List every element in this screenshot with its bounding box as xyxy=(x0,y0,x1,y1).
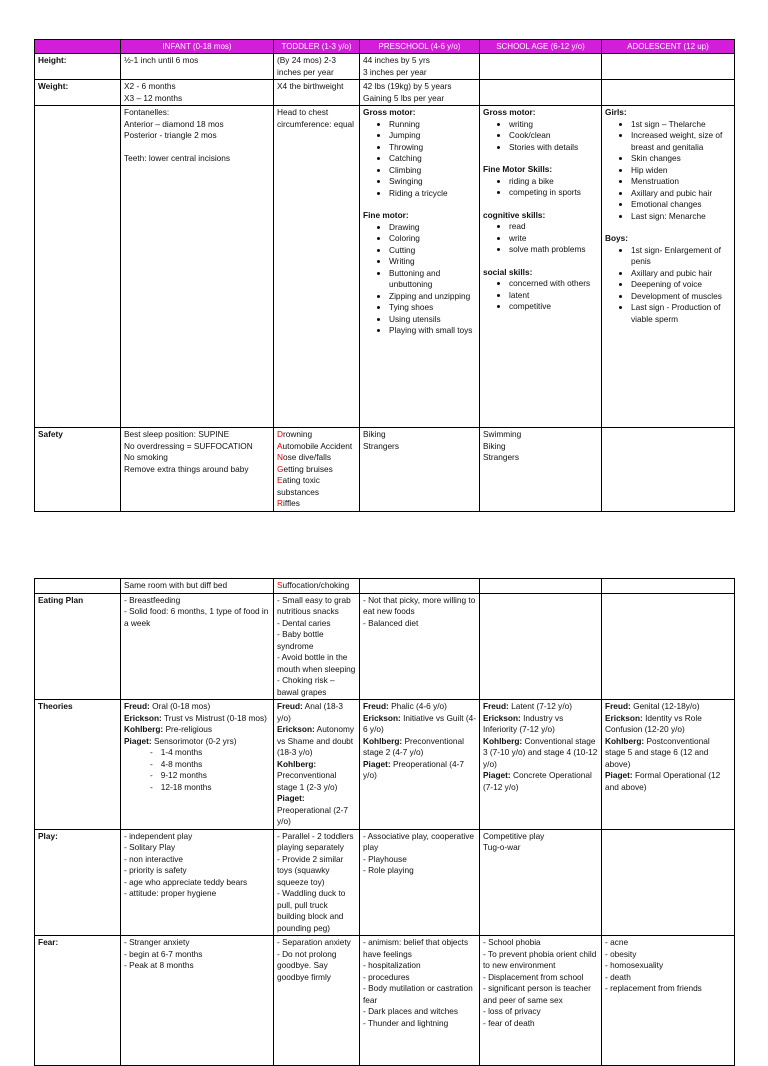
subheading-social: social skills: xyxy=(483,266,533,277)
theories-row xyxy=(35,700,735,830)
fear-row xyxy=(35,936,735,1066)
cell-line: - Role playing xyxy=(363,865,414,875)
cell-line: - Playhouse xyxy=(363,853,407,864)
play-preschool xyxy=(360,829,480,936)
theory-label: Kohlberg: xyxy=(124,724,164,734)
height-preschool xyxy=(360,54,480,80)
theory-label: Piaget: xyxy=(605,770,633,780)
theory-piaget xyxy=(124,736,270,748)
list-item: • Buttoning and unbuttoning xyxy=(389,268,476,291)
list-item: • Skin changes xyxy=(631,153,731,165)
cell-line: - Dental caries xyxy=(277,617,331,628)
subheading-fine-motor: Fine Motor Skills: xyxy=(483,164,553,174)
mnemonic-line xyxy=(277,464,356,476)
list-item: • Drawing xyxy=(389,222,476,234)
development-adolescent xyxy=(602,106,735,428)
cell-line: - hospitalization xyxy=(363,960,421,970)
theory-value: Pre-religious xyxy=(163,724,213,734)
list-item: • concerned with others xyxy=(509,278,598,290)
theory-value: Anal (18-3 y/o) xyxy=(277,701,343,723)
theory-label: Erickson: xyxy=(605,712,643,723)
weight-adolescent xyxy=(602,80,735,106)
play-infant xyxy=(121,829,274,936)
list-item: • Emotional changes xyxy=(631,199,731,211)
growth-development-table-top xyxy=(34,39,735,512)
cell-line: - Solid food: 6 months, 1 type of food in a week xyxy=(124,606,269,628)
mnemonic-letter: A xyxy=(277,440,283,451)
cell-line: - attitude: proper hygiene xyxy=(124,888,217,898)
cell-line: 44 inches by 5 yrs xyxy=(363,55,430,65)
cell-line: Teeth: lower central incisions xyxy=(124,152,231,163)
growth-development-table-bottom xyxy=(34,578,735,1066)
height-row xyxy=(35,54,735,80)
theory-kohlberg xyxy=(277,759,356,794)
theory-value: Preoperational (4-7 y/o) xyxy=(363,758,465,780)
theory-value: Oral (0-18 mos) xyxy=(149,701,211,711)
mnemonic-letter: R xyxy=(277,498,283,508)
weight-preschool xyxy=(360,80,480,106)
height-toddler: (By 24 mos) 2-3 inches per year xyxy=(274,54,360,80)
fear-infant xyxy=(121,936,274,1066)
cell-line: Strangers xyxy=(363,440,399,451)
theory-value: Latent (7-12 y/o) xyxy=(508,701,572,711)
theory-piaget xyxy=(483,770,598,793)
theory-kohlberg xyxy=(605,736,731,771)
cell-line: - Choking risk – bawal grapes xyxy=(277,675,335,697)
eating-infant xyxy=(121,593,274,700)
cell-line: - priority is safety xyxy=(124,865,187,875)
theory-label: Kohlberg: xyxy=(277,758,317,769)
cell-line: - To prevent phobia orient child to new environment xyxy=(483,948,597,970)
mnemonic-line xyxy=(277,429,356,441)
theory-erickson xyxy=(124,713,270,725)
list-item: • Tying shoes xyxy=(389,302,476,314)
theory-label: Freud: xyxy=(277,701,303,711)
theory-freud xyxy=(363,701,476,713)
cell-line: - Peak at 8 months xyxy=(124,960,194,970)
list-item: • 1st sign- Enlargement of penis xyxy=(631,245,731,268)
mnemonic-line xyxy=(277,498,356,510)
development-infant xyxy=(121,106,274,428)
cell-line: - Do not prolong goodbye. Say goodbye firmly xyxy=(277,948,337,982)
development-toddler: Head to chest circumference: equal xyxy=(274,106,360,428)
list-item: • Using utensils xyxy=(389,314,476,326)
theory-freud xyxy=(277,701,356,724)
height-school-age xyxy=(480,54,602,80)
theory-value: Initiative vs Guilt (4-6 y/o) xyxy=(363,712,476,734)
fear-preschool xyxy=(360,936,480,1066)
boys-list xyxy=(605,245,731,326)
cell-line: - obesity xyxy=(605,948,637,959)
mnemonic-text: uffocation/choking xyxy=(282,580,350,590)
eating-preschool xyxy=(360,593,480,700)
cell-line: - replacement from friends xyxy=(605,983,702,993)
theory-kohlberg xyxy=(483,736,598,771)
list-item: • Deepening of voice xyxy=(631,279,731,291)
fear-school-age xyxy=(480,936,602,1066)
theories-preschool xyxy=(360,700,480,830)
theory-value: Conventional stage 3 (7-10 y/o) and stage 4 (10-12 y/o) xyxy=(483,735,598,769)
play-adolescent xyxy=(602,829,735,936)
cognitive-list xyxy=(483,221,598,256)
mnemonic-text: rowning xyxy=(283,429,313,439)
cell-line: - Thunder and lightning xyxy=(363,1017,449,1028)
cell-line: - homosexuality xyxy=(605,960,664,970)
header-blank xyxy=(35,40,121,54)
height-infant: ½-1 inch until 6 mos xyxy=(121,54,274,80)
header-adolescent: ADOLESCENT (12 up) xyxy=(602,40,735,54)
mnemonic-letter: N xyxy=(277,452,283,462)
theory-value: Preconventional stage 1 (2-3 y/o) xyxy=(277,770,338,792)
cell-line: - significant person is teacher and peer of same sex xyxy=(483,983,591,1005)
cell-line: - Balanced diet xyxy=(363,617,419,628)
cell-line: - Solitary Play xyxy=(124,842,176,852)
list-item: • Throwing xyxy=(389,142,476,154)
list-item: • write xyxy=(509,233,598,245)
cell-line: Competitive play xyxy=(483,830,545,841)
row-label-play: Play: xyxy=(35,829,121,936)
cell-line: - Breastfeeding xyxy=(124,594,181,605)
mnemonic-text: ating toxic substances xyxy=(277,475,320,497)
list-item: • writing xyxy=(509,119,598,131)
cell-line: - School phobia xyxy=(483,937,541,947)
gross-motor-list xyxy=(483,119,598,154)
mnemonic-line xyxy=(277,452,356,464)
cell-line: Strangers xyxy=(483,452,519,462)
theory-value: Formal Operational (12 and above) xyxy=(605,770,721,792)
list-item: • Catching xyxy=(389,153,476,165)
list-item: • Climbing xyxy=(389,165,476,177)
girls-list xyxy=(605,119,731,223)
cell-line: - procedures xyxy=(363,971,410,982)
header-row xyxy=(35,40,735,54)
list-item: • Zipping and unzipping xyxy=(389,291,476,303)
theory-value: Postconventional stage 5 and stage 6 (12 and above) xyxy=(605,735,710,769)
header-preschool: PRESCHOOL (4-6 y/o) xyxy=(360,40,480,54)
theory-piaget xyxy=(363,759,476,782)
safety-continued-row xyxy=(35,579,735,594)
list-item: • competing in sports xyxy=(509,187,598,199)
subheading-boys: Boys: xyxy=(605,233,629,243)
list-item: • Cook/clean xyxy=(509,130,598,142)
cell-line: 3 inches per year xyxy=(363,66,427,77)
theory-label: Erickson: xyxy=(124,712,162,723)
theory-value: Sensorimotor (0-2 yrs) xyxy=(151,735,237,746)
theory-label: Freud: xyxy=(605,701,631,711)
theory-label: Erickson: xyxy=(277,724,315,734)
fear-adolescent xyxy=(602,936,735,1066)
list-item: • Menstruation xyxy=(631,176,731,188)
cell-line: - animism: belief that objects have feelings xyxy=(363,937,469,959)
cell-line: Posterior - triangle 2 mos xyxy=(124,130,217,140)
theory-value: Preoperational (2-7 y/o) xyxy=(277,804,349,826)
cell-line: - Associative play, cooperative play xyxy=(363,830,474,852)
row-label-height: Height: xyxy=(35,54,121,80)
row-label-theories: Theories xyxy=(35,700,121,830)
safety-row xyxy=(35,428,735,512)
mnemonic-text: etting bruises xyxy=(283,463,333,474)
theory-label: Kohlberg: xyxy=(605,735,645,746)
list-item: • Playing with small toys xyxy=(389,325,476,337)
theory-kohlberg xyxy=(124,724,270,736)
list-item: • competitive xyxy=(509,301,598,313)
theory-value: Concrete Operational (7-12 y/o) xyxy=(483,770,592,792)
cell-line: - Provide 2 similar toys (squawky squeeze toy) xyxy=(277,853,344,887)
cell-line: Swimming xyxy=(483,429,522,439)
theory-label: Erickson: xyxy=(483,712,521,723)
list-item: • Hip widen xyxy=(631,165,731,177)
cell-line: Remove extra things around baby xyxy=(124,463,249,474)
cell-line: - Avoid bottle in the mouth when sleeping xyxy=(277,652,356,674)
cell-line: X2 - 6 months xyxy=(124,81,176,91)
safety-infant xyxy=(121,428,274,512)
mnemonic-letter: D xyxy=(277,429,283,439)
subheading-gross-motor: Gross motor: xyxy=(483,107,536,117)
safety-school-age-continued xyxy=(480,579,602,594)
cell-line: - independent play xyxy=(124,830,193,841)
list-item: • Increased weight, size of breast and genitalia xyxy=(631,130,731,153)
header-infant: INFANT (0-18 mos) xyxy=(121,40,274,54)
cell-line: Biking xyxy=(363,429,386,439)
list-item: • 1st sign – Thelarche xyxy=(631,119,731,131)
spacer xyxy=(124,142,270,153)
eating-school-age xyxy=(480,593,602,700)
theory-value: Genital (12-18y/o) xyxy=(630,701,700,711)
cell-line: - age who appreciate teddy bears xyxy=(124,876,248,887)
cell-line: - Dark places and witches xyxy=(363,1006,458,1016)
row-label-eating-plan: Eating Plan xyxy=(35,593,121,700)
theory-label: Erickson: xyxy=(363,712,401,723)
theory-label: Piaget: xyxy=(363,758,391,769)
mnemonic-letter: G xyxy=(277,463,284,474)
cell-line: - Stranger anxiety xyxy=(124,937,190,947)
theory-label: Freud: xyxy=(483,701,509,711)
cell-line: - fear of death xyxy=(483,1017,535,1028)
gross-motor-list xyxy=(363,119,476,200)
sensorimotor-stages-list xyxy=(124,747,270,793)
safety-infant-continued: Same room with but diff bed xyxy=(121,579,274,594)
mnemonic-line xyxy=(277,441,356,453)
eating-plan-row xyxy=(35,593,735,700)
mnemonic-letter: E xyxy=(277,475,283,485)
safety-adolescent xyxy=(602,428,735,512)
social-list xyxy=(483,278,598,313)
cell-line: - Waddling duck to pull, pull truck building block and pounding peg) xyxy=(277,888,346,933)
cell-line: No smoking xyxy=(124,452,168,462)
safety-toddler-danger-mnemonic xyxy=(274,428,360,512)
cell-line: 42 lbs (19kg) by 5 years xyxy=(363,81,452,91)
theory-label: Piaget: xyxy=(483,770,511,780)
subheading-fine-motor: Fine motor: xyxy=(363,210,409,220)
development-preschool xyxy=(360,106,480,428)
play-toddler xyxy=(274,829,360,936)
theory-piaget xyxy=(605,770,731,793)
weight-infant xyxy=(121,80,274,106)
theory-value: Trust vs Mistrust (0-18 mos) xyxy=(161,712,267,723)
subheading-cognitive: cognitive skills: xyxy=(483,209,546,220)
cell-line: - Parallel - 2 toddlers playing separately xyxy=(277,830,354,852)
list-item: • Riding a tricycle xyxy=(389,188,476,200)
safety-adolescent-continued xyxy=(602,579,735,594)
weight-row xyxy=(35,80,735,106)
list-item: • Stories with details xyxy=(509,142,598,154)
theories-school-age xyxy=(480,700,602,830)
list-item: • latent xyxy=(509,290,598,302)
list-item: - 9-12 months xyxy=(164,770,270,782)
cell-line: - Body mutilation or castration fear xyxy=(363,983,473,1005)
mnemonic-line xyxy=(277,475,356,498)
list-item: • Swinging xyxy=(389,176,476,188)
theory-erickson xyxy=(483,713,598,736)
safety-preschool xyxy=(360,428,480,512)
cell-line: - Small easy to grab nutritious snacks xyxy=(277,594,351,616)
theory-value: Industry vs Inferiority (7-12 y/o) xyxy=(483,712,564,734)
row-label-fear: Fear: xyxy=(35,936,121,1066)
list-item: • Last sign: Menarche xyxy=(631,211,731,223)
subheading-girls: Girls: xyxy=(605,107,627,117)
theories-toddler xyxy=(274,700,360,830)
theory-erickson xyxy=(605,713,731,736)
theory-label: Piaget: xyxy=(277,793,305,803)
fear-toddler xyxy=(274,936,360,1066)
list-item: - 1-4 months xyxy=(164,747,270,759)
cell-line: Biking xyxy=(483,440,506,451)
theory-erickson xyxy=(363,713,476,736)
theory-erickson xyxy=(277,724,356,759)
cell-line: - loss of privacy xyxy=(483,1006,541,1016)
cell-line: - non interactive xyxy=(124,853,184,864)
cell-line: X3 – 12 months xyxy=(124,92,183,103)
cell-line: - Separation anxiety xyxy=(277,937,351,947)
eating-toddler xyxy=(274,593,360,700)
list-item: • Axillary and pubic hair xyxy=(631,268,731,280)
fine-motor-list xyxy=(363,222,476,337)
theory-value: Phalic (4-6 y/o) xyxy=(388,701,447,711)
safety-toddler-continued xyxy=(274,579,360,594)
fine-motor-list xyxy=(483,176,598,199)
cell-line: - Displacement from school xyxy=(483,971,584,982)
theories-adolescent xyxy=(602,700,735,830)
theory-value: Preconventional stage 2 (4-7 y/o) xyxy=(363,735,464,757)
mnemonic-letter: S xyxy=(277,580,283,590)
list-item: • Running xyxy=(389,119,476,131)
eating-adolescent xyxy=(602,593,735,700)
row-label-safety: Safety xyxy=(35,428,121,512)
development-row xyxy=(35,106,735,428)
theory-label: Kohlberg: xyxy=(483,735,523,746)
list-item: • Coloring xyxy=(389,233,476,245)
list-item: • Last sign - Production of viable sperm xyxy=(631,302,731,325)
list-item: - 12-18 months xyxy=(164,782,270,794)
development-school-age xyxy=(480,106,602,428)
row-label-weight: Weight: xyxy=(35,80,121,106)
theory-value: Autonomy vs Shame and doubt (18-3 y/o) xyxy=(277,724,355,757)
theory-label: Freud: xyxy=(124,701,150,711)
row-label-development xyxy=(35,106,121,428)
height-adolescent xyxy=(602,54,735,80)
cell-line: Gaining 5 lbs per year xyxy=(363,92,445,103)
weight-toddler: X4 the birthweight xyxy=(274,80,360,106)
list-item: • Development of muscles xyxy=(631,291,731,303)
theory-kohlberg xyxy=(363,736,476,759)
cell-line: No overdressing = SUFFOCATION xyxy=(124,440,253,451)
list-item: • Axillary and pubic hair xyxy=(631,188,731,200)
list-item: • Writing xyxy=(389,256,476,268)
subheading-gross-motor: Gross motor: xyxy=(363,107,416,117)
cell-line: Tug-o-war xyxy=(483,842,521,852)
theory-freud xyxy=(124,701,270,713)
cell-line: - Baby bottle syndrome xyxy=(277,629,324,651)
cell-line: - begin at 6-7 months xyxy=(124,948,203,959)
list-item: - 4-8 months xyxy=(164,759,270,771)
cell-line: Anterior – diamond 18 mos xyxy=(124,118,224,129)
list-item: • read xyxy=(509,221,598,233)
cell-line: - death xyxy=(605,971,631,982)
theories-infant xyxy=(121,700,274,830)
cell-line: Fontanelles: xyxy=(124,107,170,117)
list-item: • Cutting xyxy=(389,245,476,257)
theory-label: Kohlberg: xyxy=(363,735,403,746)
header-school-age: SCHOOL AGE (6-12 y/o) xyxy=(480,40,602,54)
theory-freud xyxy=(605,701,731,713)
theory-piaget xyxy=(277,793,356,828)
list-item: • solve math problems xyxy=(509,244,598,256)
list-item: • Jumping xyxy=(389,130,476,142)
theory-label: Piaget: xyxy=(124,735,152,746)
mnemonic-text: ose dive/falls xyxy=(283,452,331,462)
mnemonic-text: iffles xyxy=(283,498,300,508)
cell-line: - acne xyxy=(605,937,629,947)
safety-preschool-continued xyxy=(360,579,480,594)
cell-line: - Not that picky, more willing to eat new foods xyxy=(363,594,476,616)
play-school-age xyxy=(480,829,602,936)
theory-value: Identity vs Role Confusion (12-20 y/o) xyxy=(605,712,702,734)
play-row xyxy=(35,829,735,936)
safety-school-age xyxy=(480,428,602,512)
weight-school-age xyxy=(480,80,602,106)
header-toddler: TODDLER (1-3 y/o) xyxy=(274,40,360,54)
mnemonic-text: utomobile Accident xyxy=(282,440,353,451)
row-label-safety-continued xyxy=(35,579,121,594)
theory-label: Freud: xyxy=(363,701,389,711)
list-item: • riding a bike xyxy=(509,176,598,188)
cell-line: Best sleep position: SUPINE xyxy=(124,429,230,439)
theory-freud xyxy=(483,701,598,713)
